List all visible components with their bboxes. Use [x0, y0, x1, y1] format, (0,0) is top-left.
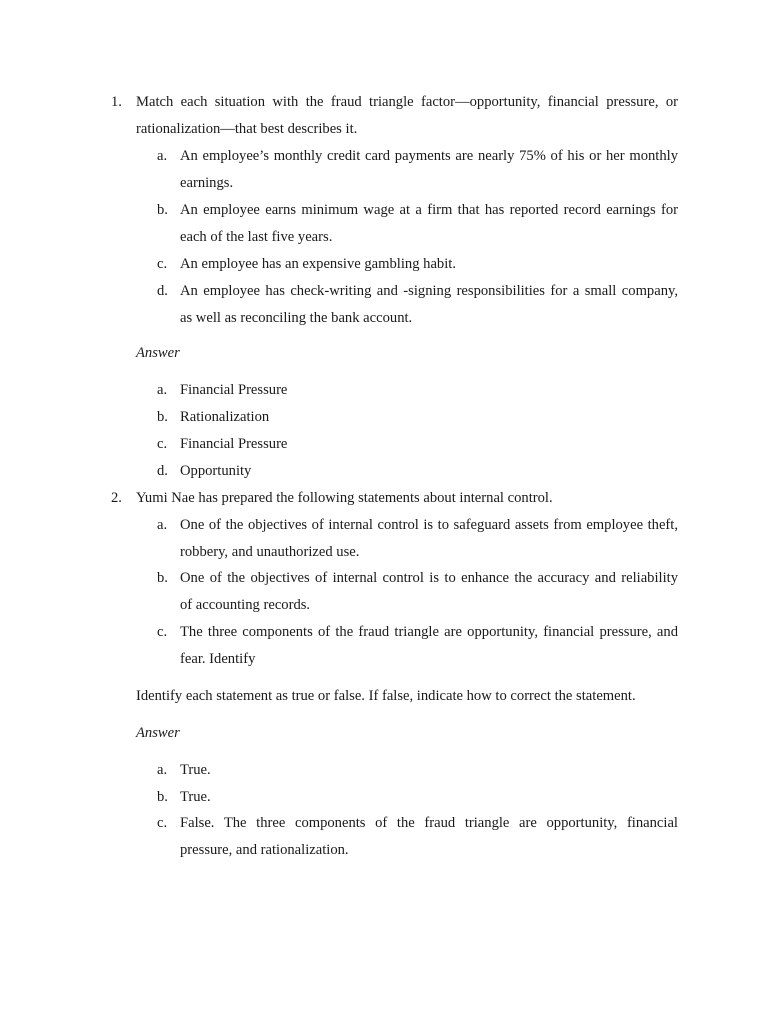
item-letter: c.	[157, 624, 168, 640]
answer-text: Rationalization	[180, 409, 270, 425]
answer-text: Opportunity	[180, 463, 252, 479]
answer-letter: b.	[157, 409, 168, 425]
item-text-continued: fear. Identify	[180, 651, 256, 667]
item-letter: b.	[157, 202, 168, 218]
question-prompt: Yumi Nae has prepared the following statements about internal control.	[136, 490, 553, 506]
answer-heading: Answer	[136, 725, 180, 741]
answer-text: Financial Pressure	[180, 436, 288, 452]
item-letter: b.	[157, 570, 168, 586]
question-instruction: Identify each statement as true or false. If false, indicate how to correct the statement.	[136, 688, 636, 704]
item-text-continued: of accounting records.	[180, 597, 311, 613]
item-letter: a.	[157, 517, 168, 533]
answer-letter: a.	[157, 382, 168, 398]
answer-letter: c.	[157, 436, 168, 452]
item-letter: a.	[157, 148, 168, 164]
item-text-continued: earnings.	[180, 175, 234, 191]
item-letter: c.	[157, 256, 168, 272]
answer-text: True.	[180, 762, 211, 778]
item-letter: d.	[157, 283, 168, 299]
question-number: 1.	[111, 94, 122, 110]
item-text: An employee has check-writing and -signing responsibilities for a small company,	[180, 283, 678, 299]
answer-heading: Answer	[136, 345, 180, 361]
answer-letter: c.	[157, 815, 168, 831]
question-prompt: Match each situation with the fraud triangle factor—opportunity, financial pressure, or	[136, 94, 678, 110]
item-text-continued: each of the last five years.	[180, 229, 333, 245]
question-number: 2.	[111, 490, 122, 506]
answer-letter: a.	[157, 762, 168, 778]
item-text-continued: as well as reconciling the bank account.	[180, 310, 413, 326]
answer-text: Financial Pressure	[180, 382, 288, 398]
answer-text-continued: pressure, and rationalization.	[180, 842, 349, 858]
answer-text: False. The three components of the fraud triangle are opportunity, financial	[180, 815, 678, 831]
answer-letter: b.	[157, 789, 168, 805]
item-text: An employee earns minimum wage at a firm that has reported record earnings for	[180, 202, 678, 218]
item-text-continued: robbery, and unauthorized use.	[180, 544, 360, 560]
answer-text: True.	[180, 789, 211, 805]
item-text: One of the objectives of internal control is to safeguard assets from employee theft,	[180, 517, 678, 533]
answer-letter: d.	[157, 463, 168, 479]
question-prompt-continued: rationalization—that best describes it.	[136, 121, 358, 137]
item-text: An employee’s monthly credit card payments are nearly 75% of his or her monthly	[180, 148, 678, 164]
item-text: An employee has an expensive gambling habit.	[180, 256, 456, 272]
item-text: The three components of the fraud triangle are opportunity, financial pressure, and	[180, 624, 678, 640]
item-text: One of the objectives of internal control is to enhance the accuracy and reliability	[180, 570, 678, 586]
